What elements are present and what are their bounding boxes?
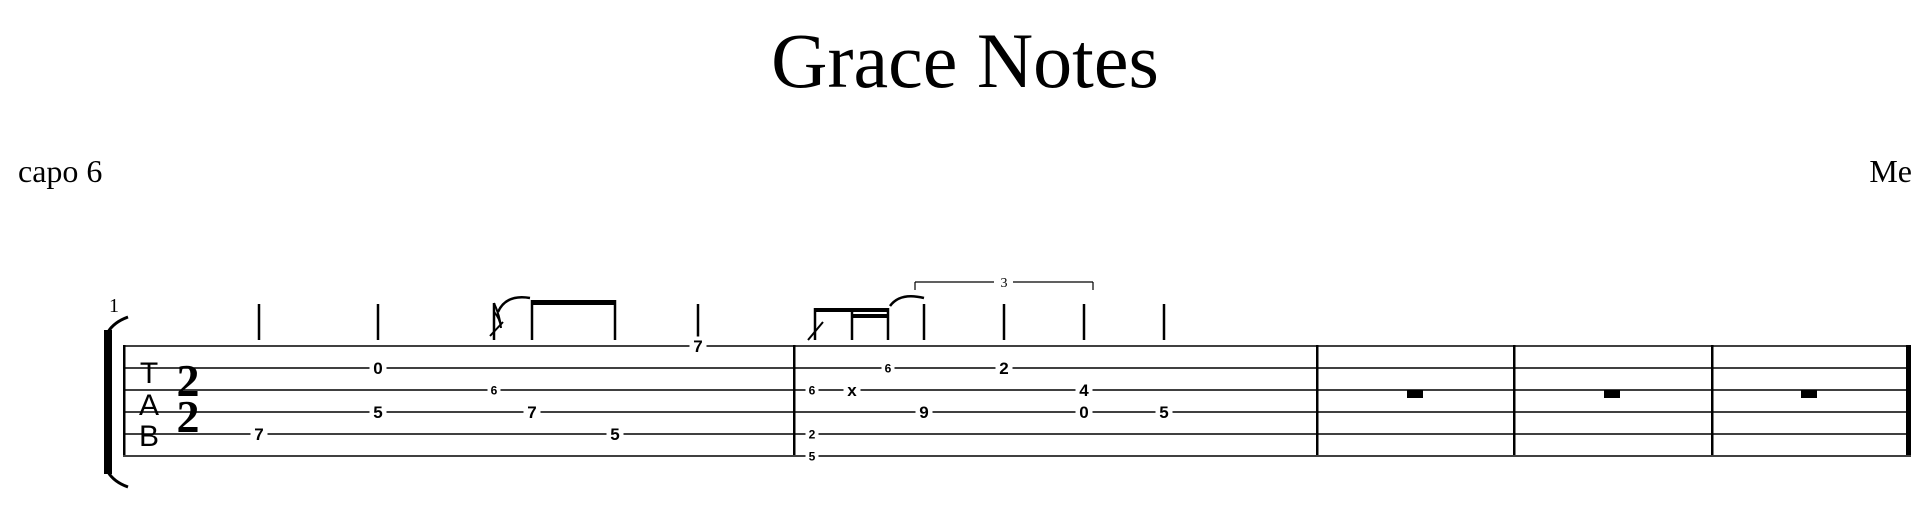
- beam-grace-2: [851, 314, 889, 318]
- beam-grace-1: [814, 308, 889, 312]
- time-signature-top: 2: [176, 355, 200, 406]
- fret-number: 5: [373, 403, 383, 423]
- grace-fret-number: 5: [808, 449, 816, 464]
- barline-3: [1513, 345, 1516, 455]
- tab-clef-a: A: [138, 389, 160, 422]
- barline-start: [123, 345, 126, 455]
- rest-symbol: [1801, 390, 1817, 398]
- fret-number: x: [847, 381, 857, 401]
- grace-fret-number: 6: [884, 361, 892, 376]
- beams: [531, 300, 889, 318]
- rhythm-stems: [259, 300, 1164, 340]
- measure-number: 1: [109, 295, 119, 317]
- fret-number: 2: [999, 359, 1009, 379]
- barline-2: [1316, 345, 1319, 455]
- rests: [1407, 390, 1817, 398]
- beam-eighth: [531, 300, 616, 305]
- fret-number: 5: [1159, 403, 1169, 423]
- tab-clef-b: B: [138, 420, 160, 453]
- rest-symbol: [1604, 390, 1620, 398]
- grace-flags: [490, 303, 823, 340]
- tab-clef-t: T: [139, 357, 159, 390]
- capo-label: capo 6: [18, 153, 103, 189]
- barline-4: [1711, 345, 1714, 455]
- grace-fret-number: 2: [808, 427, 816, 442]
- fret-numbers: [251, 337, 1173, 464]
- fret-number: 7: [254, 425, 264, 445]
- barline-1: [793, 345, 796, 455]
- barline-end: [1906, 345, 1911, 455]
- composer-label: Me: [1869, 153, 1912, 189]
- time-signature-bottom: 2: [176, 391, 200, 442]
- grace-slash: [490, 322, 503, 336]
- fret-number: 7: [527, 403, 537, 423]
- fret-number: 0: [373, 359, 383, 379]
- fret-number: 4: [1079, 381, 1089, 401]
- rest-symbol: [1407, 390, 1423, 398]
- fret-number: 9: [919, 403, 929, 423]
- fret-number: 5: [610, 425, 620, 445]
- grace-fret-number: 6: [490, 383, 498, 398]
- fret-number: 0: [1079, 403, 1089, 423]
- tuplet-number: 3: [1000, 276, 1008, 291]
- fret-number: 7: [693, 337, 703, 357]
- barlines: [123, 345, 1911, 455]
- staff-lines: [123, 346, 1911, 456]
- grace-fret-number: 6: [808, 383, 816, 398]
- score-title: Grace Notes: [771, 17, 1159, 104]
